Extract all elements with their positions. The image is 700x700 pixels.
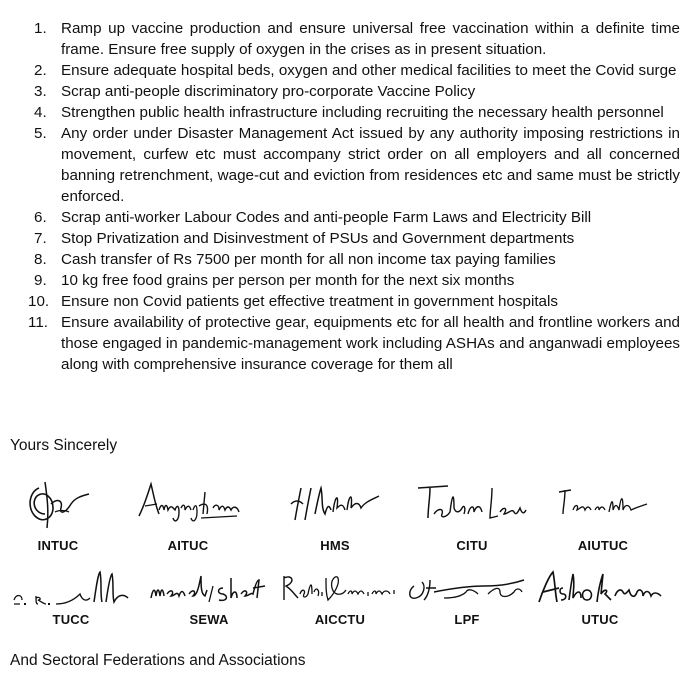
signatory-block: [6, 564, 136, 627]
signatory-block: [18, 474, 98, 553]
demands-list: [28, 18, 680, 375]
demand-text: Any order under Disaster Management Act issued by any authority imposing restrictions in movement, curfew etc must accompany strict order on all employers and all concerned banning retrenchment, wage-cut and eviction from residences etc and same must be strictly enforced.: [61, 125, 680, 205]
signatory-block: [128, 474, 248, 553]
demand-text: Ensure availability of protective gear, equipments etc for all health and frontline workers and those engaged in pandemic-management work including ASHAs and anganwadi employees along with comprehensive insurance coverage for them all: [61, 314, 680, 373]
organization-name: HMS: [320, 538, 350, 553]
organization-name: AICCTU: [314, 612, 366, 627]
demand-number: 5.: [34, 125, 47, 142]
demand-number: 11.: [28, 314, 48, 331]
demand-text: Cash transfer of Rs 7500 per month for all non income tax paying families: [61, 251, 556, 268]
signatory-block: [548, 474, 658, 553]
organization-name: SEWA: [189, 612, 229, 627]
signature-image: [147, 564, 271, 608]
demand-number: 10.: [28, 293, 50, 310]
demand-text: Scrap anti-worker Labour Codes and anti-people Farm Laws and Electricity Bill: [61, 209, 592, 226]
demand-number: 6.: [34, 209, 47, 226]
signature-image: [133, 474, 243, 534]
demand-number: 9.: [34, 272, 47, 289]
demand-item-1: [28, 18, 680, 60]
signatory-block: [280, 474, 390, 553]
organization-name: LPF: [454, 612, 480, 627]
demand-text: Ensure non Covid patients get effective treatment in government hospitals: [61, 293, 558, 310]
demand-item-9: [28, 270, 680, 291]
signatory-block: [146, 564, 272, 627]
demand-item-6: [28, 207, 680, 228]
demand-text: Scrap anti-people discriminatory pro-corporate Vaccine Policy: [61, 83, 476, 100]
signatory-block: [402, 564, 532, 627]
demand-number: 7.: [34, 230, 47, 247]
organization-name: AITUC: [167, 538, 209, 553]
demand-text: Stop Privatization and Disinvestment of PSUs and Government departments: [61, 230, 575, 247]
demand-number: 4.: [34, 104, 47, 121]
signature-image: [285, 474, 385, 534]
demand-item-4: [28, 102, 680, 123]
demand-number: 1.: [34, 20, 47, 37]
signature-image: [23, 474, 93, 534]
demand-item-3: [28, 81, 680, 102]
closing-salutation: Yours Sincerely: [10, 437, 118, 454]
organization-name: CITU: [456, 538, 488, 553]
organization-name: AIUTUC: [577, 538, 629, 553]
signature-image: [553, 474, 653, 534]
demand-item-5: [28, 123, 680, 207]
closing-footer: And Sectoral Federations and Associations: [10, 652, 306, 669]
demand-item-11: [28, 312, 680, 375]
signature-image: [404, 564, 530, 608]
demand-number: 8.: [34, 251, 47, 268]
demand-item-8: [28, 249, 680, 270]
demand-number: 2.: [34, 62, 47, 79]
signatory-block: [412, 474, 532, 553]
signature-image: [8, 564, 134, 608]
demand-item-2: [28, 60, 680, 81]
demand-text: 10 kg free food grains per person per month for the next six months: [61, 272, 515, 289]
signature-image: [414, 474, 530, 534]
organization-name: TUCC: [52, 612, 90, 627]
demand-item-7: [28, 228, 680, 249]
demand-item-10: [28, 291, 680, 312]
signature-image: [533, 564, 667, 608]
demand-number: 3.: [34, 83, 47, 100]
organization-name: UTUC: [581, 612, 619, 627]
demand-text: Ensure adequate hospital beds, oxygen and other medical facilities to meet the Covid surge: [61, 62, 677, 79]
signatory-block: [278, 564, 402, 627]
signature-image: [278, 564, 402, 608]
demand-text: Strengthen public health infrastructure including recruiting the necessary health personnel: [61, 104, 664, 121]
signatory-block: [530, 564, 670, 627]
organization-name: INTUC: [37, 538, 79, 553]
demand-text: Ramp up vaccine production and ensure universal free vaccination within a definite time frame. Ensure free supply of oxygen in the crises as in present situation.: [61, 20, 680, 58]
